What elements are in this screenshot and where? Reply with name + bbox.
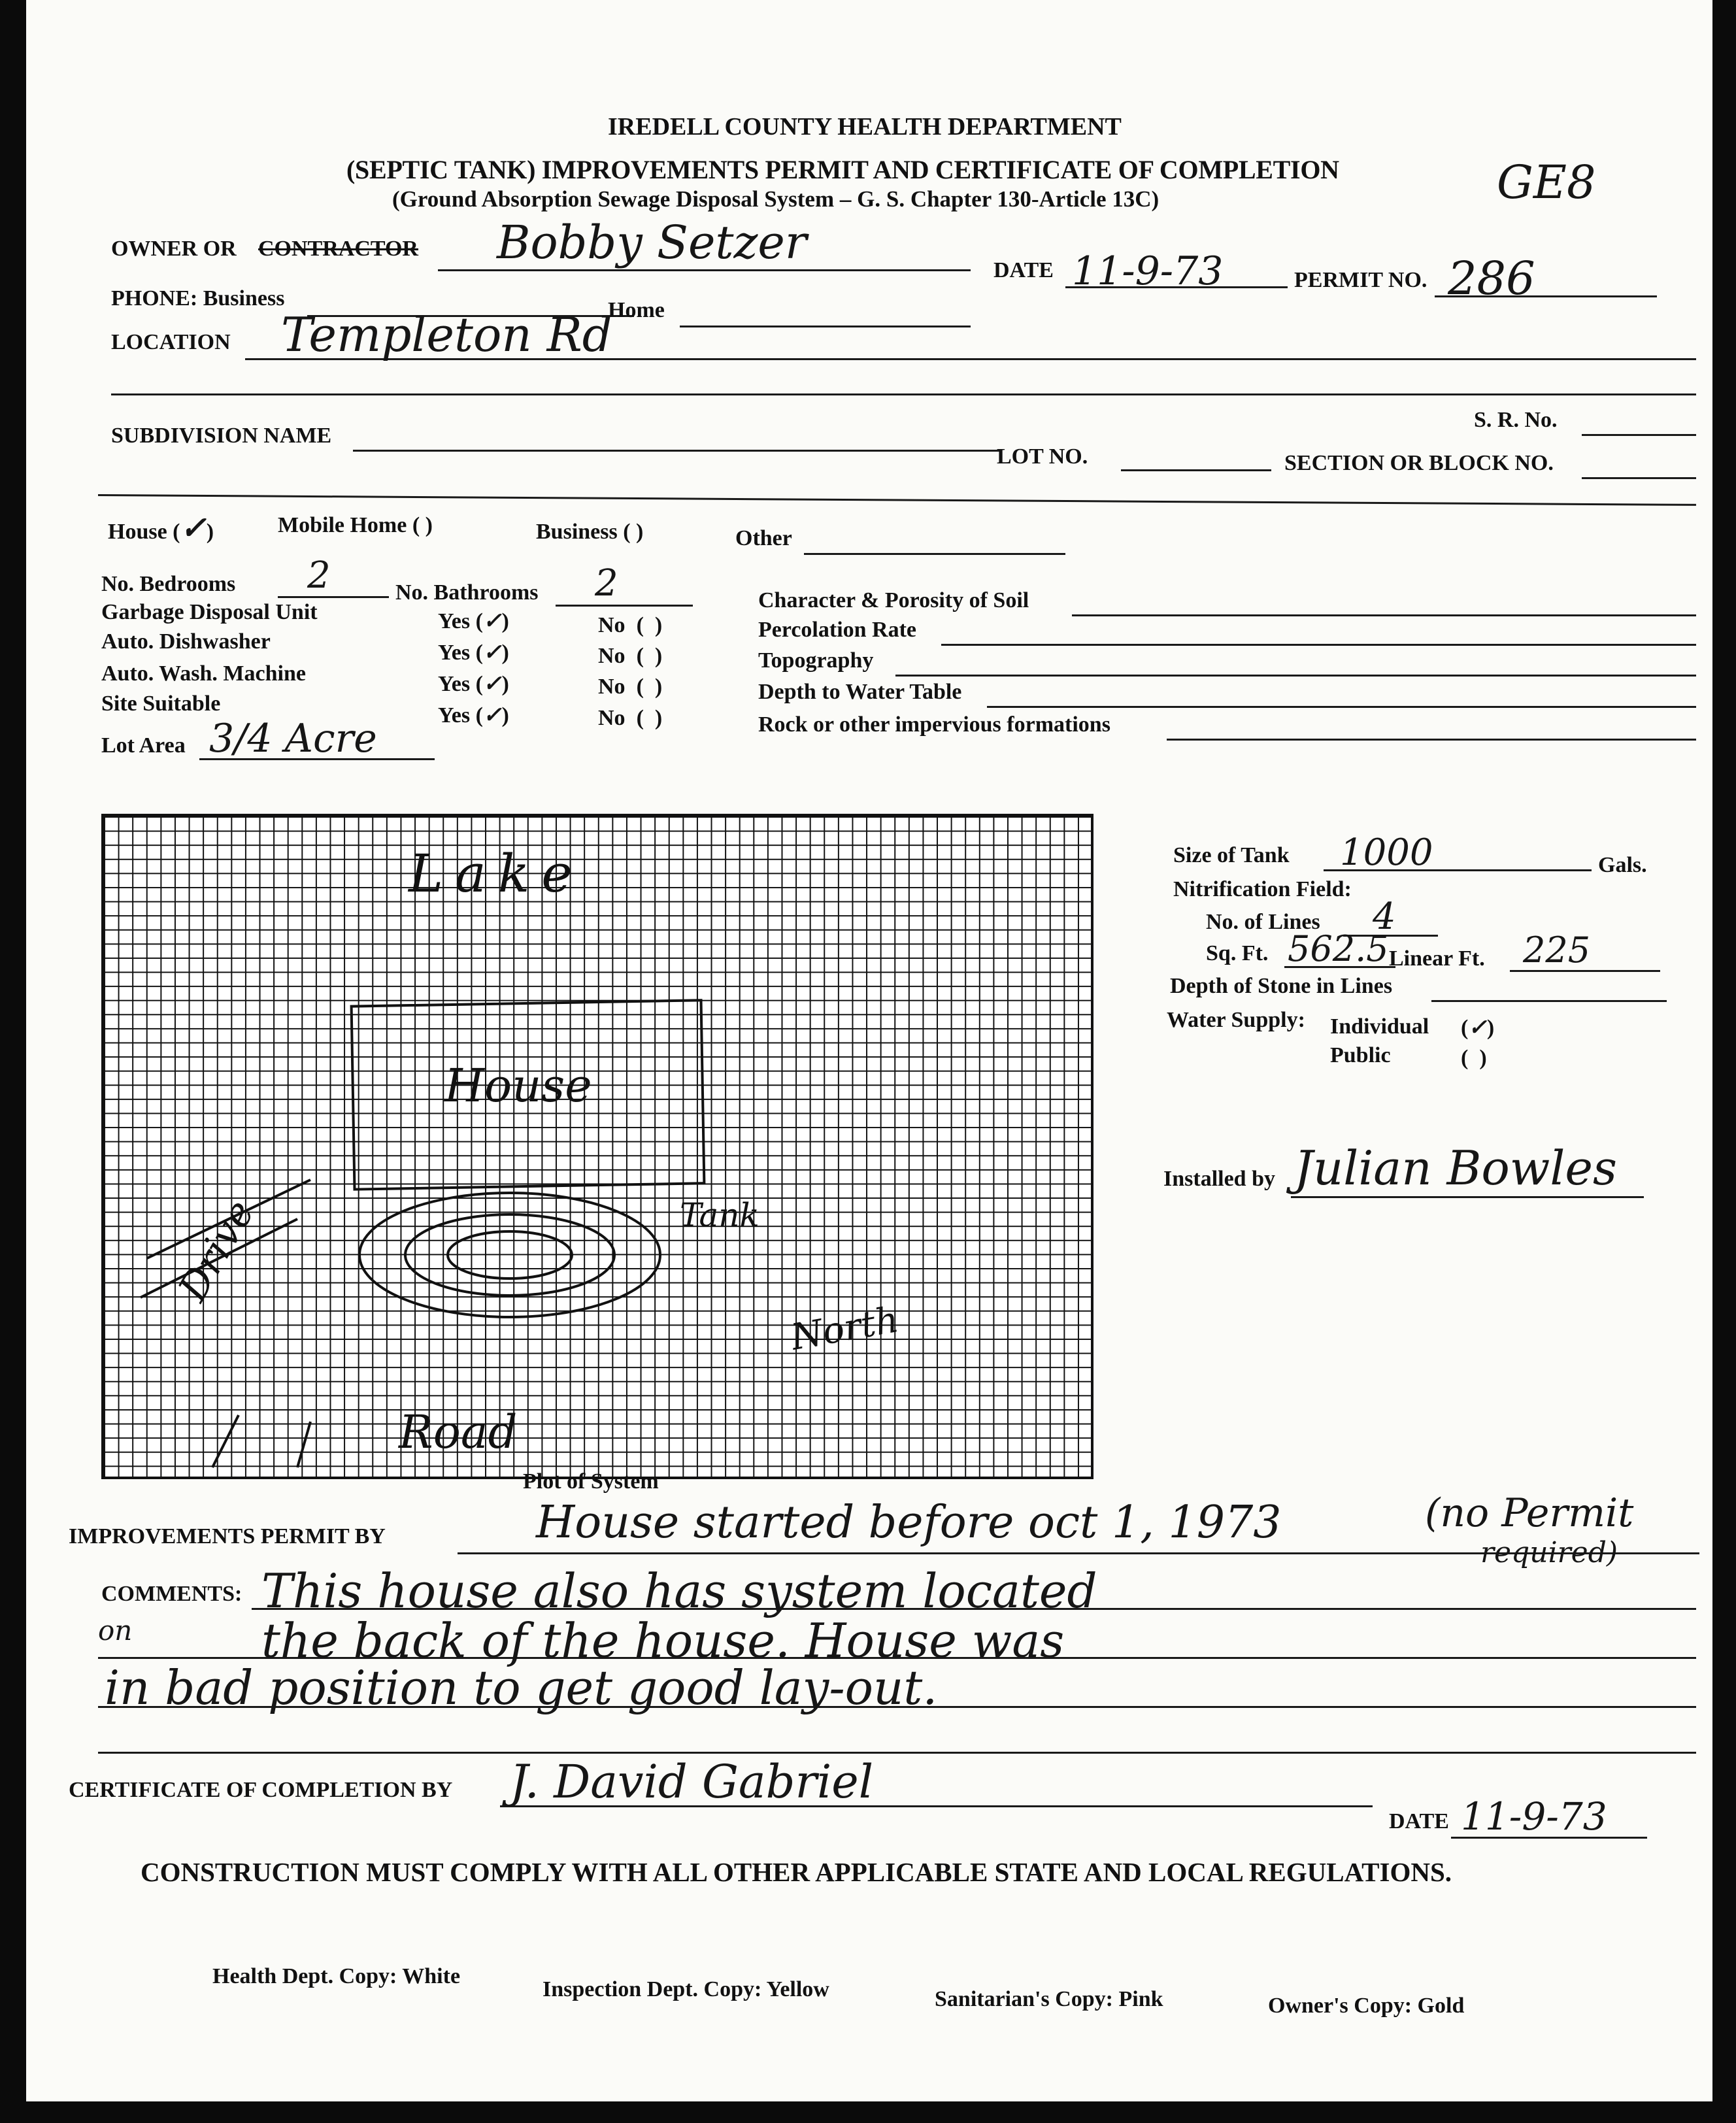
certificate-date-value: 11-9-73 — [1461, 1794, 1607, 1839]
permit-no-label: PERMIT NO. — [1294, 268, 1427, 292]
permit-by-value: House started before oct 1, 1973 — [536, 1497, 1282, 1548]
lot-area-value: 3/4 Acre — [209, 716, 377, 761]
garbage-yes: Yes (✓) — [438, 608, 509, 634]
form-title: (SEPTIC TANK) IMPROVEMENTS PERMIT AND CERTIFICATE OF COMPLETION — [346, 155, 1339, 184]
plot-label-tank: Tank — [680, 1196, 760, 1234]
individual-mark: (✓) — [1461, 1014, 1495, 1041]
permit-form — [26, 0, 1712, 2101]
business-label: Business ( ) — [536, 520, 644, 544]
house-checkmark: ✓ — [180, 510, 207, 546]
stone-depth-label: Depth of Stone in Lines — [1170, 974, 1393, 998]
location-label: LOCATION — [111, 330, 231, 354]
dishwasher-yes: Yes (✓) — [438, 639, 509, 665]
copy-health-dept: Health Dept. Copy: White — [212, 1964, 461, 1988]
rock-formations-label: Rock or other impervious formations — [758, 712, 1110, 737]
lines-label: No. of Lines — [1206, 910, 1320, 934]
owner-value: Bobby Setzer — [497, 216, 807, 269]
permit-by-note-2: required) — [1480, 1536, 1618, 1569]
installed-by-value: Julian Bowles — [1294, 1141, 1617, 1195]
dishwasher-no: No ( ) — [598, 644, 663, 668]
bathrooms-value: 2 — [595, 562, 618, 605]
bedrooms-label: No. Bedrooms — [101, 572, 236, 596]
water-supply-label: Water Supply: — [1167, 1008, 1305, 1032]
garbage-disposal-label: Garbage Disposal Unit — [101, 600, 318, 624]
phone-home-label: Home — [608, 298, 665, 322]
regulation-notice: CONSTRUCTION MUST COMPLY WITH ALL OTHER APPLICABLE STATE AND LOCAL REGULATIONS. — [141, 1857, 1452, 1887]
installed-by-label: Installed by — [1163, 1167, 1275, 1191]
nitrification-label: Nitrification Field: — [1173, 877, 1352, 901]
topography-label: Topography — [758, 648, 874, 673]
certificate-label: CERTIFICATE OF COMPLETION BY — [69, 1778, 453, 1802]
copy-inspection-dept: Inspection Dept. Copy: Yellow — [542, 1977, 829, 2001]
public-mark: ( ) — [1461, 1046, 1487, 1070]
other-label: Other — [735, 526, 792, 550]
phone-business-label: PHONE: Business — [111, 286, 285, 310]
bathrooms-label: No. Bathrooms — [395, 580, 539, 605]
tank-size-label: Size of Tank — [1173, 843, 1290, 867]
tank-size-value: 1000 — [1340, 831, 1433, 874]
lot-no-label: LOT NO. — [997, 444, 1088, 469]
plot-label-lake: Lake — [409, 843, 584, 904]
soil-character-label: Character & Porosity of Soil — [758, 588, 1029, 612]
owner-label: OWNER OR — [111, 237, 237, 261]
percolation-rate-label: Percolation Rate — [758, 618, 917, 642]
comments-line-3: in bad position to get good lay-out. — [105, 1660, 938, 1715]
plot-label-north: North — [788, 1298, 902, 1358]
lines-value: 4 — [1373, 895, 1396, 938]
site-suitable-label: Site Suitable — [101, 692, 221, 716]
sqft-value: 562.5 — [1288, 928, 1389, 969]
plot-sketch — [101, 814, 1093, 1479]
permit-no-value: 286 — [1448, 252, 1535, 305]
wash-machine-no: No ( ) — [598, 675, 663, 699]
subdivision-name-label: SUBDIVISION NAME — [111, 424, 332, 448]
copy-sanitarian: Sanitarian's Copy: Pink — [935, 1987, 1163, 2011]
wash-machine-yes: Yes (✓) — [438, 671, 509, 697]
permit-by-label: IMPROVEMENTS PERMIT BY — [69, 1524, 386, 1548]
plot-label-house: House — [444, 1059, 592, 1112]
location-value: Templeton Rd — [281, 307, 612, 362]
wash-machine-label: Auto. Wash. Machine — [101, 661, 306, 686]
house-label: House (✓) — [108, 510, 214, 546]
permit-by-note: (no Permit — [1425, 1490, 1634, 1536]
plot-caption: Plot of System — [523, 1469, 659, 1494]
sqft-label: Sq. Ft. — [1206, 941, 1269, 965]
date-value: 11-9-73 — [1072, 248, 1224, 294]
public-label: Public — [1330, 1043, 1391, 1067]
form-subtitle: (Ground Absorption Sewage Disposal System – G. S. Chapter 130-Article 13C) — [392, 186, 1160, 212]
corner-handwritten-mark: GE8 — [1497, 156, 1596, 209]
contractor-label-struck: CONTRACTOR — [258, 237, 418, 261]
plot-label-road: Road — [399, 1405, 518, 1459]
comments-line-2-prefix: on — [98, 1614, 133, 1647]
lot-area-label: Lot Area — [101, 733, 186, 758]
date-label: DATE — [993, 258, 1054, 282]
site-suitable-no: No ( ) — [598, 706, 663, 730]
mobile-home-label: Mobile Home ( ) — [278, 513, 433, 537]
certificate-date-label: DATE — [1389, 1809, 1449, 1833]
bedrooms-value: 2 — [307, 554, 331, 597]
dishwasher-label: Auto. Dishwasher — [101, 629, 271, 654]
linear-ft-value: 225 — [1523, 929, 1591, 971]
certificate-signature: J. David Gabriel — [510, 1755, 874, 1809]
individual-label: Individual — [1330, 1014, 1429, 1039]
comments-line-2: the back of the house. House was — [261, 1613, 1065, 1668]
comments-line-1: This house also has system located — [261, 1563, 1097, 1618]
tank-unit: Gals. — [1598, 853, 1647, 877]
water-table-label: Depth to Water Table — [758, 680, 962, 704]
linear-ft-label: Linear Ft. — [1389, 946, 1485, 971]
plot-label-drive: Drive — [169, 1192, 264, 1309]
copy-owner: Owner's Copy: Gold — [1268, 1994, 1465, 2018]
comments-label: COMMENTS: — [101, 1582, 242, 1606]
garbage-no: No ( ) — [598, 613, 663, 637]
sr-no-label: S. R. No. — [1474, 408, 1558, 432]
agency-title: IREDELL COUNTY HEALTH DEPARTMENT — [608, 113, 1122, 141]
section-block-label: SECTION OR BLOCK NO. — [1284, 451, 1554, 475]
site-suitable-yes: Yes (✓) — [438, 702, 509, 728]
